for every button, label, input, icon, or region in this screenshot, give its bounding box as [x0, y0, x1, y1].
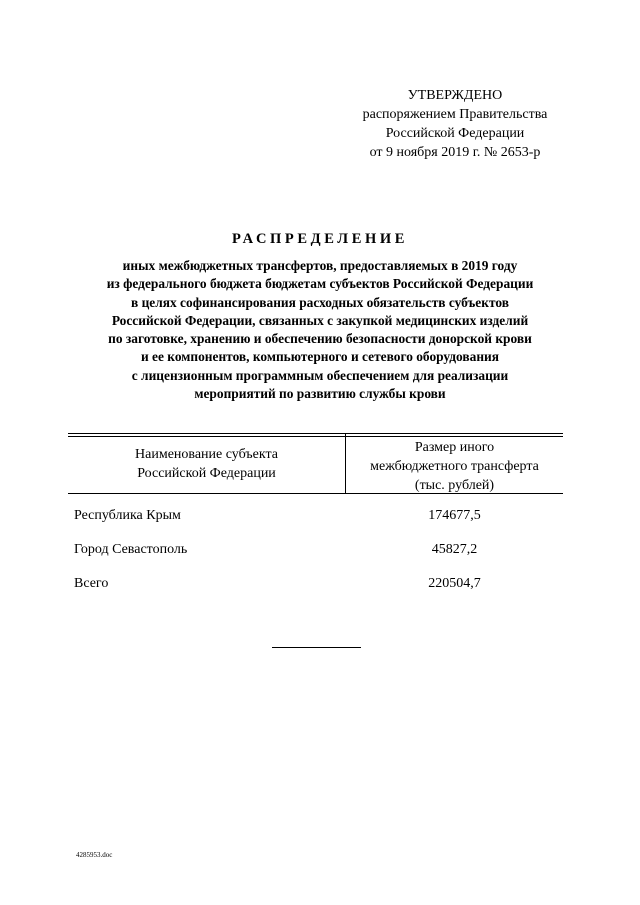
header-text: межбюджетного трансферта: [370, 459, 539, 474]
approval-heading: УТВЕРЖДЕНО: [407, 88, 503, 103]
table-header: [68, 433, 563, 494]
approval-line: распоряжением Правительства: [362, 107, 548, 122]
subtitle-line: мероприятий по развитию службы крови: [194, 386, 446, 402]
subtitle-line: Российской Федерации, связанных с закупкой медицинских изделий: [111, 312, 529, 328]
approval-block: [330, 86, 580, 162]
subtitle-line: и ее компонентов, компьютерного и сетевого оборудования: [140, 349, 500, 365]
header-subject-name: [68, 434, 346, 493]
row-subject: Республика Крым: [74, 508, 181, 523]
document-id: 4285953.doc: [76, 851, 113, 859]
distribution-table: [68, 433, 563, 591]
approval-line: Российской Федерации: [385, 126, 525, 141]
row-subject: Город Севастополь: [74, 542, 188, 557]
row-amount: 220504,7: [428, 576, 481, 591]
end-divider: [272, 647, 361, 648]
header-text: Размер иного: [414, 440, 495, 455]
document-title: РАСПРЕДЕЛЕНИЕ: [232, 231, 408, 247]
subtitle-line: с лицензионным программным обеспечением для реализации: [131, 367, 509, 383]
header-text: Российской Федерации: [137, 466, 276, 481]
header-text: (тыс. рублей): [414, 478, 495, 493]
row-subject: Всего: [74, 576, 109, 591]
header-text: Наименование субъекта: [135, 447, 278, 462]
header-transfer-amount: [346, 434, 563, 493]
row-amount: 174677,5: [428, 508, 481, 523]
subtitle-line: в целях софинансирования расходных обязательств субъектов: [131, 294, 509, 310]
subtitle-line: по заготовке, хранению и обеспечению безопасности донорской крови: [108, 331, 532, 347]
document-subtitle: [60, 257, 580, 403]
approval-date-line: от 9 ноября 2019 г. № 2653-р: [369, 145, 541, 160]
row-amount: 45827,2: [431, 542, 478, 557]
subtitle-line: из федерального бюджета бюджетам субъектов Российской Федерации: [106, 276, 534, 292]
subtitle-line: иных межбюджетных трансфертов, предоставляемых в 2019 году: [122, 258, 518, 273]
